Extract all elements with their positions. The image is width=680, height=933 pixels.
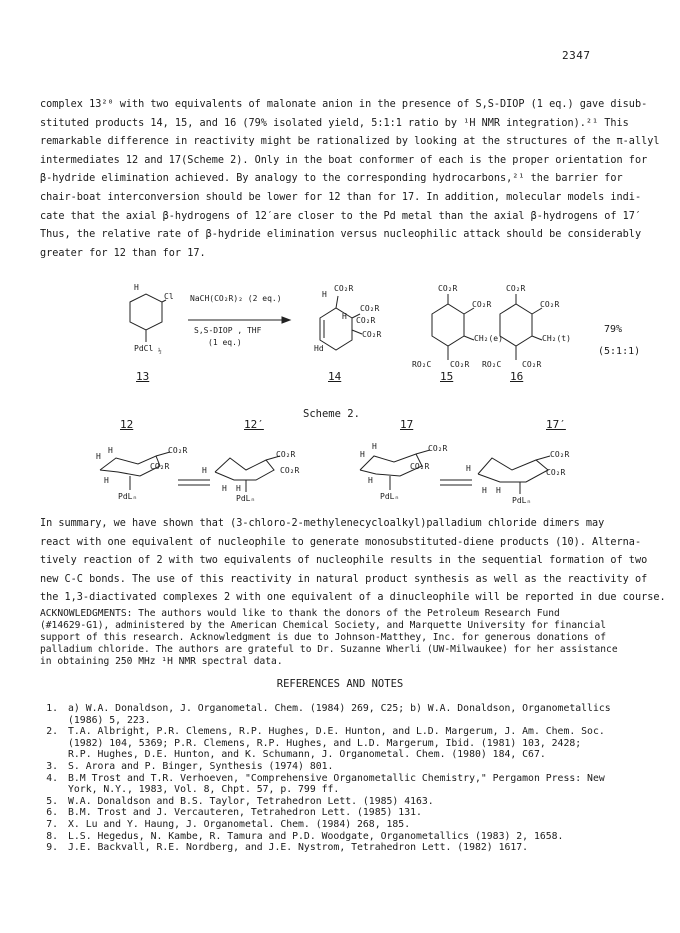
metal-label: PdLₙ	[512, 496, 532, 505]
atom-label: H	[108, 446, 113, 455]
reference-item	[30, 842, 650, 854]
equilibrium-arrows-right	[440, 480, 472, 485]
reference-item	[30, 831, 650, 843]
atom-label: ½	[158, 348, 162, 355]
structure-13	[130, 294, 166, 342]
text-line: In summary, we have shown that (3-chloro-2-methylenecycloalkyl)palladium chloride dimers may	[40, 518, 605, 529]
structure-15	[432, 294, 474, 360]
text-line: new C-C bonds. The use of this reactivity in natural product synthesis as well as the reactivity of	[40, 573, 648, 585]
compound-label: 12′	[244, 418, 264, 431]
group-label: CH₂(e)	[474, 334, 503, 343]
reference-line: S. Arora and P. Binger, Synthesis (1974) 801.	[68, 760, 334, 772]
group-label: CO₂R	[280, 466, 300, 475]
group-label: CO₂R	[506, 284, 526, 293]
text-line: chair-boat interconversion should be lower for 12 than for 17. In addition, molecular models indi-	[40, 191, 642, 203]
reference-number: 3.	[46, 760, 58, 772]
reference-item	[30, 796, 650, 808]
reference-line: J.E. Backvall, R.E. Nordberg, and J.E. Nystrom, Tetrahedron Lett. (1982) 1617.	[68, 842, 529, 854]
reference-line: T.A. Albright, P.R. Clemens, R.P. Hughes, D.E. Hunton, and L.D. Margerum, J. Am. Chem. Soc.	[68, 726, 605, 738]
reference-number: 2.	[46, 726, 58, 738]
atom-label: H	[322, 290, 327, 299]
group-label: CO₂R	[428, 444, 448, 453]
atom-label: H	[236, 484, 241, 493]
group-label: CO₂R	[472, 300, 492, 309]
atom-label: H	[482, 486, 487, 495]
atom-label: H	[202, 466, 207, 475]
reference-item	[30, 807, 650, 819]
reference-line: X. Lu and Y. Haung, J. Organometal. Chem. (1984) 268, 185.	[68, 818, 411, 830]
reference-item	[30, 726, 650, 761]
group-label: CO₂R	[356, 316, 376, 325]
compound-label: 12	[120, 418, 134, 431]
reference-line: York, N.Y., 1983, Vol. 8, Chpt. 57, p. 799 ff.	[68, 784, 340, 796]
reference-line: R.P. Hughes, D.E. Hunton, and K. Schumann, J. Organometal. Chem. (1980) 184, C67.	[68, 749, 546, 761]
text-line: the 1,3-diactivated complexes 2 with one equivalent of a dinucleophile will be reported in due course.	[40, 592, 666, 604]
reference-line: W.A. Donaldson and B.S. Taylor, Tetrahedron Lett. (1985) 4163.	[68, 795, 434, 807]
equilibrium-arrows-left	[178, 480, 210, 485]
compound-label: 16	[510, 370, 524, 383]
reference-number: 6.	[46, 807, 58, 819]
reference-item	[30, 761, 650, 773]
group-label: CO₂R	[276, 450, 296, 459]
compound-label: 17′	[546, 418, 566, 431]
reference-line: L.S. Hegedus, N. Kambe, R. Tamura and P.D. Woodgate, Organometallics (1983) 2, 1658.	[68, 830, 564, 842]
atom-label: H	[368, 476, 373, 485]
text-line: cate that the axial β-hydrogens of 12′are closer to the Pd metal than the axial β-hydrogens of 17′	[40, 210, 642, 222]
group-label: CO₂R	[334, 284, 354, 293]
reagent-label: NaCH(CO₂R)₂ (2 eq.)	[190, 294, 282, 303]
structure-16	[500, 294, 542, 360]
yield-label: 79%	[604, 324, 623, 335]
text-line: stituted products 14, 15, and 16 (79% isolated yield, 5:1:1 ratio by ¹H NMR integration).²¹ This	[40, 117, 629, 129]
group-label: CO₂R	[150, 462, 170, 471]
page-number: 2347	[562, 49, 591, 62]
acknowledgments	[40, 608, 650, 668]
text-line: Thus, the relative rate of β-hydride elimination versus nucleophilic attack should be considerably	[40, 229, 642, 241]
group-label: CO₂R	[410, 462, 430, 471]
text-line: (#14629-G1), administered by the American Chemical Society, and Marquette University for financial	[40, 620, 607, 631]
scheme-title: Scheme 2.	[303, 408, 360, 420]
text-line: intermediates 12 and 17(Scheme 2). Only in the boat conformer of each is the proper orientation for	[40, 154, 648, 166]
references-heading: REFERENCES AND NOTES	[276, 678, 404, 690]
text-line: in obtaining 250 MHz ¹H NMR spectral data.	[40, 656, 283, 667]
group-label: CO₂R	[546, 468, 566, 477]
reference-item	[30, 773, 650, 796]
group-label: CO₂R	[362, 330, 382, 339]
reference-item	[30, 819, 650, 831]
intro-paragraph	[40, 96, 660, 263]
summary-paragraph	[40, 515, 666, 608]
structure-17-prime	[478, 456, 550, 494]
compound-label: 13	[136, 370, 150, 383]
reaction-scheme	[60, 280, 640, 510]
reference-number: 5.	[46, 795, 58, 807]
compound-label: 15	[440, 370, 454, 383]
reference-line: B.M Trost and T.R. Verhoeven, "Comprehensive Organometallic Chemistry," Pergamon Press: New	[68, 772, 605, 784]
reference-line: B.M. Trost and J. Vercauteren, Tetrahedron Lett. (1985) 131.	[68, 807, 422, 819]
group-label: CO₂R	[360, 304, 380, 313]
text-line: tively reaction of 2 with two equivalents of nucleophile results in the sequential formation of two	[40, 555, 648, 567]
structure-12	[100, 452, 170, 490]
reference-line: (1986) 5, 223.	[68, 714, 151, 726]
text-line: ACKNOWLEDGMENTS: The authors would like to thank the donors of the Petroleum Research Fund	[40, 608, 560, 619]
atom-label: H	[372, 442, 377, 451]
atom-label: Cl	[164, 292, 174, 301]
ratio-label: (5:1:1)	[598, 346, 641, 357]
reference-number: 9.	[46, 842, 58, 854]
text-line: remarkable difference in reactivity might be rationalized by looking at the structures of the π-allyl	[40, 136, 660, 148]
atom-label: H	[496, 486, 501, 495]
references-list	[30, 703, 650, 854]
metal-label: PdLₙ	[380, 492, 400, 501]
metal-label: PdLₙ	[236, 494, 256, 503]
compound-label: 14	[328, 370, 342, 383]
atom-label: H	[104, 476, 109, 485]
group-label: RO₂C	[412, 360, 432, 369]
atom-label: H	[360, 450, 365, 459]
atom-label: H	[466, 464, 471, 473]
reference-number: 1.	[46, 703, 58, 714]
reagent-label: S,S-DIOP , THF	[194, 326, 262, 335]
group-label: CO₂R	[168, 446, 188, 455]
text-line: greater for 12 than for 17.	[40, 247, 206, 259]
group-label: CO₂R	[540, 300, 560, 309]
text-line: support of this research. Acknowledgment is due to Johnson-Matthey, Inc. for generous donations of	[40, 632, 607, 643]
atom-label: H	[134, 283, 139, 292]
group-label: CO₂R	[450, 360, 470, 369]
reference-number: 4.	[46, 772, 58, 784]
atom-label: PdCl	[134, 344, 154, 353]
group-label: CO₂R	[438, 284, 458, 293]
text-line: palladium chloride. The authors are grateful to Dr. Suzanne Wherli (UW-Milwaukee) for her assistance	[40, 644, 618, 655]
atom-label: H	[342, 312, 347, 321]
text-line: β-hydride elimination achieved. By analogy to the corresponding hydrocarbons,²¹ the barrier for	[40, 173, 623, 185]
compound-label: 17	[400, 418, 414, 431]
reference-number: 7.	[46, 818, 58, 830]
reference-line: a) W.A. Donaldson, J. Organometal. Chem. (1984) 269, C25; b) W.A. Donaldson, Organometallics	[68, 703, 611, 714]
text-line: react with one equivalent of nucleophile to generate monosubstituted-diene products (10). Alterna-	[40, 536, 642, 548]
group-label: RO₂C	[482, 360, 502, 369]
group-label: CO₂R	[522, 360, 542, 369]
reference-line: (1982) 104, 5369; P.R. Clemens, R.P. Hughes, and L.D. Margerum, Ibid. (1981) 103, 2428;	[68, 737, 582, 749]
metal-label: PdLₙ	[118, 492, 138, 501]
atom-label: H	[222, 484, 227, 493]
reference-item	[30, 703, 650, 726]
reagent-label: (1 eq.)	[208, 338, 242, 347]
group-label: CO₂R	[550, 450, 570, 459]
atom-label: H	[96, 452, 101, 461]
atom-label: Hd	[314, 344, 324, 353]
text-line: complex 13²⁰ with two equivalents of malonate anion in the presence of S,S-DIOP (1 eq.) gave disub-	[40, 99, 648, 110]
group-label: CH₂(t)	[542, 334, 571, 343]
reference-number: 8.	[46, 830, 58, 842]
